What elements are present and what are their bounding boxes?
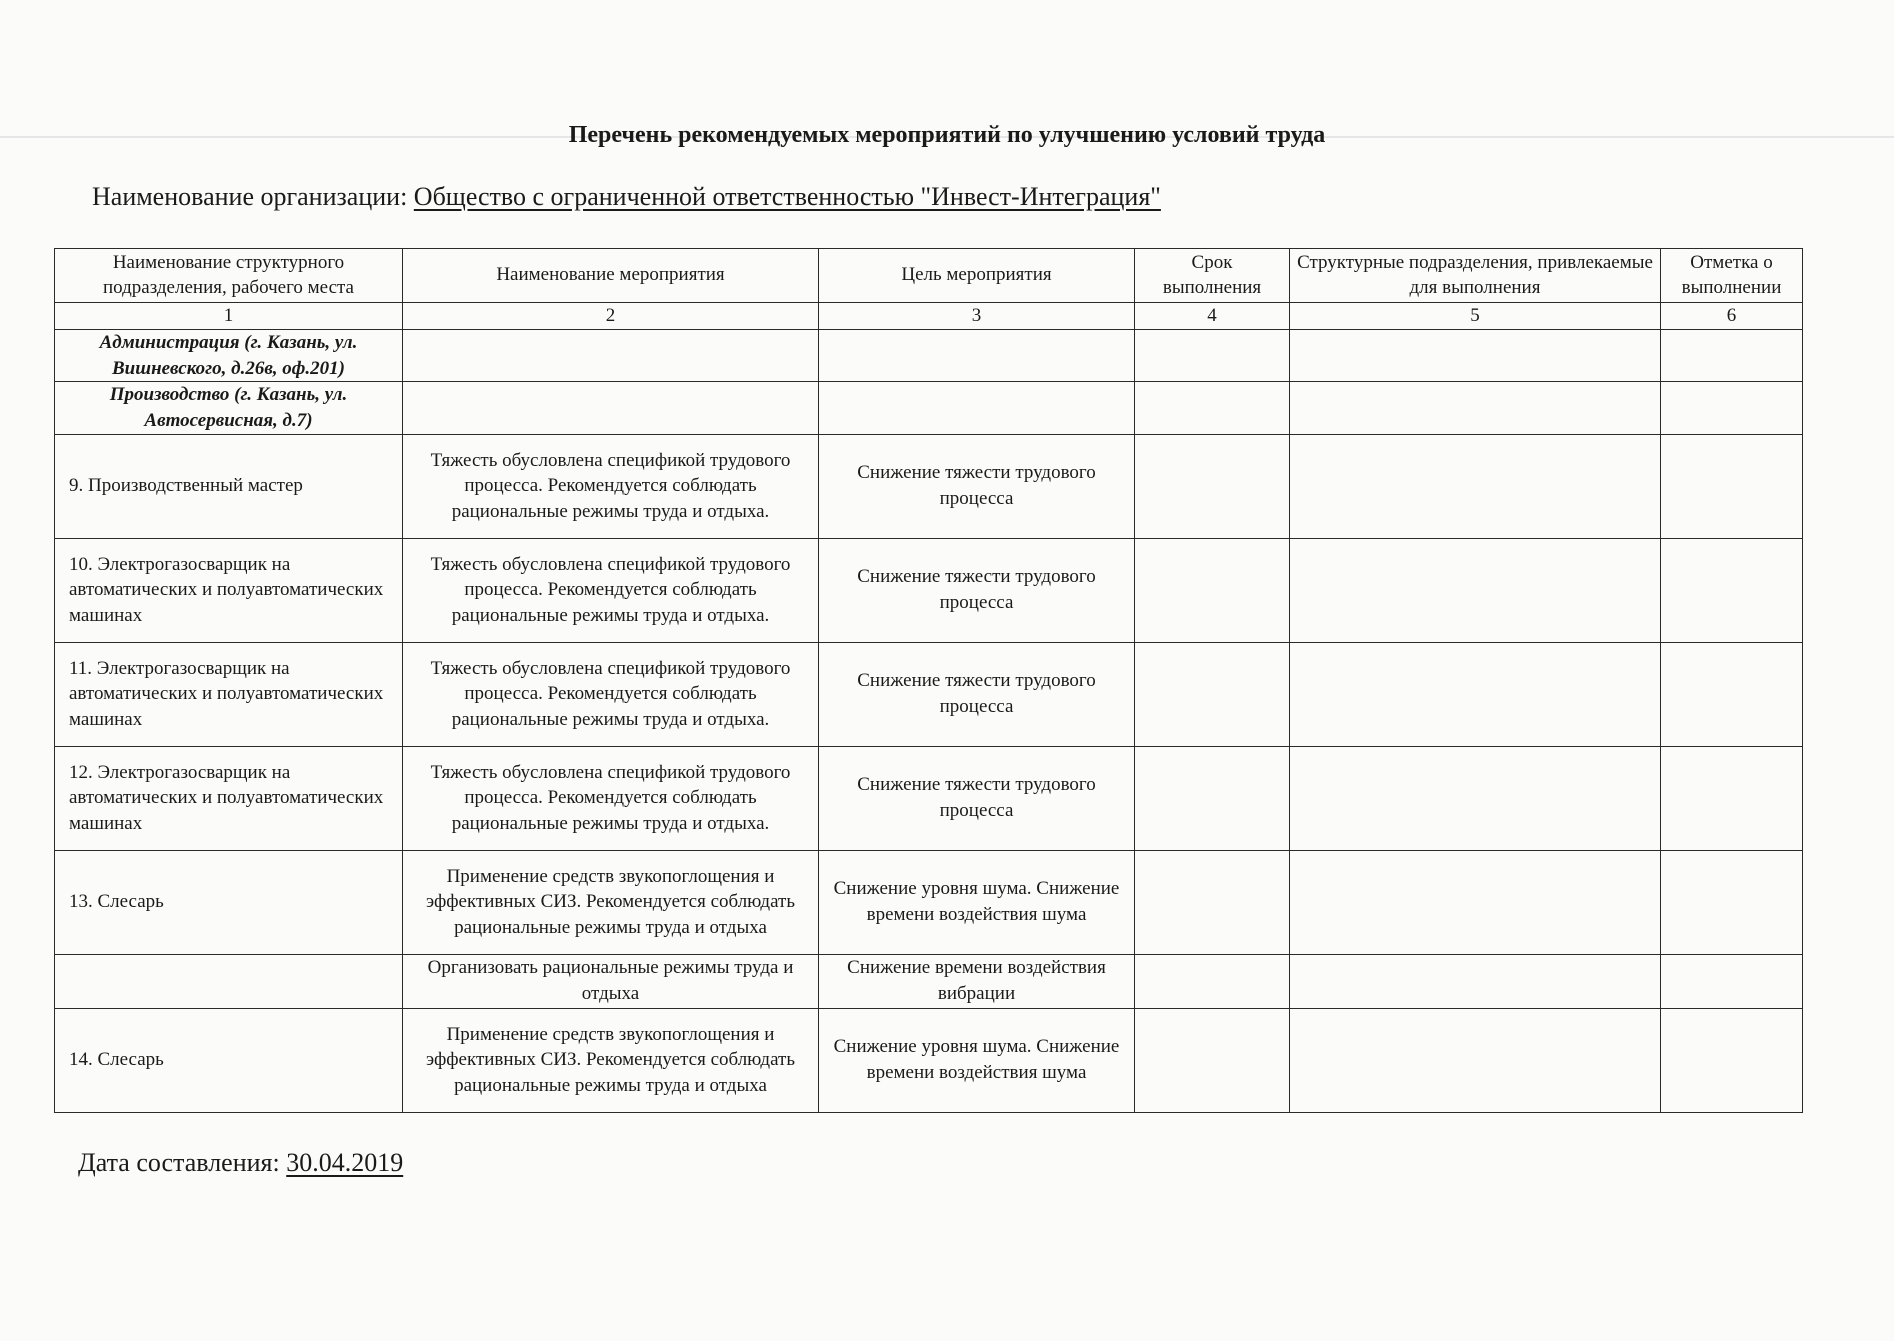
header-row (55, 249, 1803, 303)
workplace-name (55, 954, 403, 1008)
department-name: Производство (г. Казань, ул. Автосервисная, д.7) (55, 382, 403, 434)
workplace-name: 13. Слесарь (55, 850, 403, 954)
goal-text: Снижение уровня шума. Снижение времени воздействия шума (819, 1008, 1135, 1112)
department-name: Администрация (г. Казань, ул. Вишневского, д.26в, оф.201) (55, 330, 403, 382)
table-row (55, 954, 1803, 1008)
measure-text: Организовать рациональные режимы труда и отдыха (403, 954, 819, 1008)
measure-text: Тяжесть обусловлена спецификой трудового процесса. Рекомендуется соблюдать рациональные режимы труда и отдыха. (403, 746, 819, 850)
measure-text: Применение средств звукопоглощения и эффективных СИЗ. Рекомендуется соблюдать рациональные режимы труда и отдыха (403, 1008, 819, 1112)
organization-label: Наименование организации: (92, 182, 408, 211)
organization-name: Общество с ограниченной ответственностью "Инвест-Интеграция" (413, 182, 1161, 211)
measure-text: Применение средств звукопоглощения и эффективных СИЗ. Рекомендуется соблюдать рациональные режимы труда и отдыха (403, 850, 819, 954)
measure-text: Тяжесть обусловлена спецификой трудового процесса. Рекомендуется соблюдать рациональные режимы труда и отдыха. (403, 538, 819, 642)
column-number: 1 (55, 303, 403, 330)
column-number: 3 (819, 303, 1135, 330)
column-number: 2 (403, 303, 819, 330)
column-number-row (55, 303, 1803, 330)
workplace-name: 11. Электрогазосварщик на автоматических и полуавтоматических машинах (55, 642, 403, 746)
measure-text: Тяжесть обусловлена спецификой трудового процесса. Рекомендуется соблюдать рациональные режимы труда и отдыха. (403, 642, 819, 746)
goal-text: Снижение тяжести трудового процесса (819, 538, 1135, 642)
table-row (55, 538, 1803, 642)
workplace-name: 10. Электрогазосварщик на автоматических и полуавтоматических машинах (55, 538, 403, 642)
workplace-name: 12. Электрогазосварщик на автоматических и полуавтоматических машинах (55, 746, 403, 850)
goal-text: Снижение уровня шума. Снижение времени воздействия шума (819, 850, 1135, 954)
header-measure: Наименование мероприятия (403, 249, 819, 303)
table-row (55, 746, 1803, 850)
header-departments: Структурные подразделения, привлекаемые для выполнения (1290, 249, 1661, 303)
table-row (55, 434, 1803, 538)
department-row (55, 330, 1803, 382)
workplace-name: 14. Слесарь (55, 1008, 403, 1112)
workplace-name: 9. Производственный мастер (55, 434, 403, 538)
table-row (55, 850, 1803, 954)
document-title: Перечень рекомендуемых мероприятий по улучшению условий труда (568, 122, 1326, 148)
column-number: 5 (1290, 303, 1661, 330)
goal-text: Снижение тяжести трудового процесса (819, 642, 1135, 746)
column-number: 4 (1135, 303, 1290, 330)
table-row (55, 1008, 1803, 1112)
header-place: Наименование структурного подразделения, рабочего места (55, 249, 403, 303)
date-value: 30.04.2019 (286, 1148, 404, 1177)
header-completion: Отметка о выполнении (1661, 249, 1803, 303)
column-number: 6 (1661, 303, 1803, 330)
compilation-date-line (78, 1148, 403, 1178)
header-deadline: Срок выполнения (1135, 249, 1290, 303)
goal-text: Снижение времени воздействия вибрации (819, 954, 1135, 1008)
measure-text: Тяжесть обусловлена спецификой трудового процесса. Рекомендуется соблюдать рациональные режимы труда и отдыха. (403, 434, 819, 538)
goal-text: Снижение тяжести трудового процесса (819, 746, 1135, 850)
goal-text: Снижение тяжести трудового процесса (819, 434, 1135, 538)
date-label: Дата составления: (78, 1148, 280, 1177)
organization-line (92, 182, 1161, 212)
department-row (55, 382, 1803, 434)
measures-table (54, 248, 1803, 1113)
header-goal: Цель мероприятия (819, 249, 1135, 303)
table-row (55, 642, 1803, 746)
